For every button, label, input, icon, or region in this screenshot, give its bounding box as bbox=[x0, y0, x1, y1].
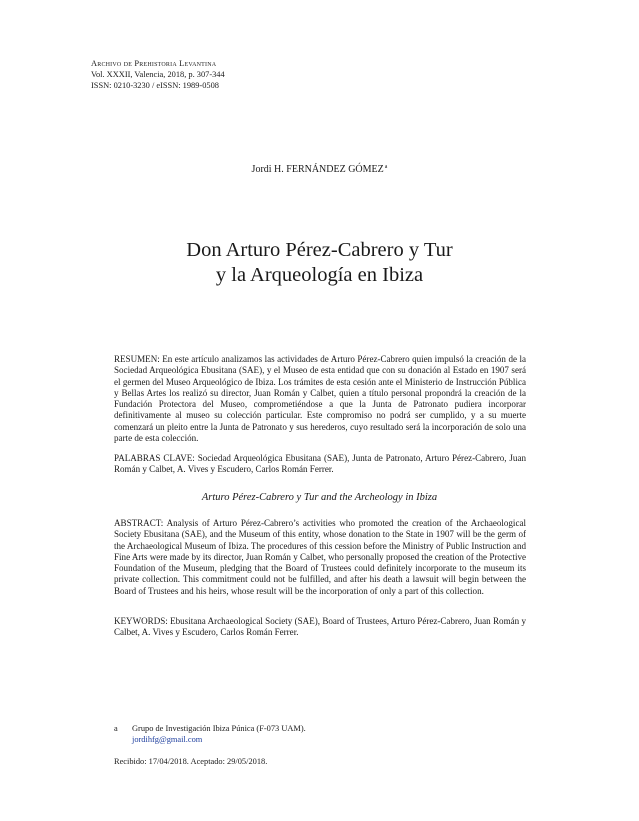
journal-volume: Vol. XXXII, Valencia, 2018, p. 307-344 bbox=[91, 70, 225, 79]
journal-issn: ISSN: 0210-3230 / eISSN: 1989-0508 bbox=[91, 81, 219, 90]
received-accepted-dates: Recibido: 17/04/2018. Aceptado: 29/05/2018. bbox=[114, 757, 268, 766]
title-line-1: Don Arturo Pérez-Cabrero y Tur bbox=[186, 239, 453, 261]
author-email-link[interactable]: jordihfg@gmail.com bbox=[132, 735, 203, 744]
abstract-paragraph: ABSTRACT: Analysis of Arturo Pérez-Cabrero’s activities who promoted the creation of the Archaeological Society Ebusitana (SAE), and the Museum of this entity, whose donation to the State in 1907 will be the germ of the Archaeological Museum of Ibiza. The procedures of this cession before the Ministry of Public Instruction and Fine Arts were made by its director, Juan Román y Calbet, who personally proposed the creation of the Protective Foundation of the Museum, pledging that the Board of Trustees could definitely incorporate to the museum its private collection. This commitment could not be fulfilled, and after his death a lawsuit will begin between the Board of Trustees and his heirs, whose result will be the incorporation of only a part of this collection. bbox=[114, 518, 526, 596]
footnote-mark: a bbox=[114, 724, 118, 733]
author-name: Jordi H. FERNÁNDEZ GÓMEZ bbox=[251, 164, 384, 175]
footnote-text: Grupo de Investigación Ibiza Púnica (F-073 UAM). bbox=[132, 724, 306, 733]
journal-name: Archivo de Prehistoria Levantina bbox=[91, 59, 217, 68]
footnote bbox=[114, 723, 306, 745]
article-title bbox=[0, 238, 639, 288]
title-line-2: y la Arqueología en Ibiza bbox=[215, 264, 424, 286]
author-line bbox=[0, 164, 639, 175]
journal-header bbox=[91, 58, 225, 91]
affiliation-mark: a bbox=[384, 164, 388, 170]
keywords-paragraph: KEYWORDS: Ebusitana Archaeological Society (SAE), Board of Trustees, Arturo Pérez-Cabrero, Juan Román y Calbet, A. Vives y Escudero, Carlos Román Ferrer. bbox=[114, 616, 526, 638]
resumen-paragraph: RESUMEN: En este artículo analizamos las actividades de Arturo Pérez-Cabrero quien impulsó la creación de la Sociedad Arqueológica Ebusitana (SAE), y el Museo de esta entidad que con su donación al Estado en 1907 será el germen del Museo Arqueológico de Ibiza. Los trámites de esta cesión ante el Ministerio de Instrucción Pública y Bellas Artes los realizó su director, Juan Román y Calbet, quien a título personal propondrá la creación de la Fundación Protectora del Museo, comprometiéndose a que la Junta de Patronato pudiera incorporar definitivamente al museo su colección particular. Este compromiso no podrá ser cumplido, y a su muerte comenzará un pleito entre la Junta de Patronato y sus herederos, cuyo resultado será la incorporación de solo una parte de esta colección. bbox=[114, 354, 526, 444]
palabras-clave-paragraph: PALABRAS CLAVE: Sociedad Arqueológica Ebusitana (SAE), Junta de Patronato, Arturo Pérez-Cabrero, Juan Román y Calbet, A. Vives y Escudero, Carlos Román Ferrer. bbox=[114, 453, 526, 475]
english-title: Arturo Pérez-Cabrero y Tur and the Archeology in Ibiza bbox=[201, 492, 438, 503]
